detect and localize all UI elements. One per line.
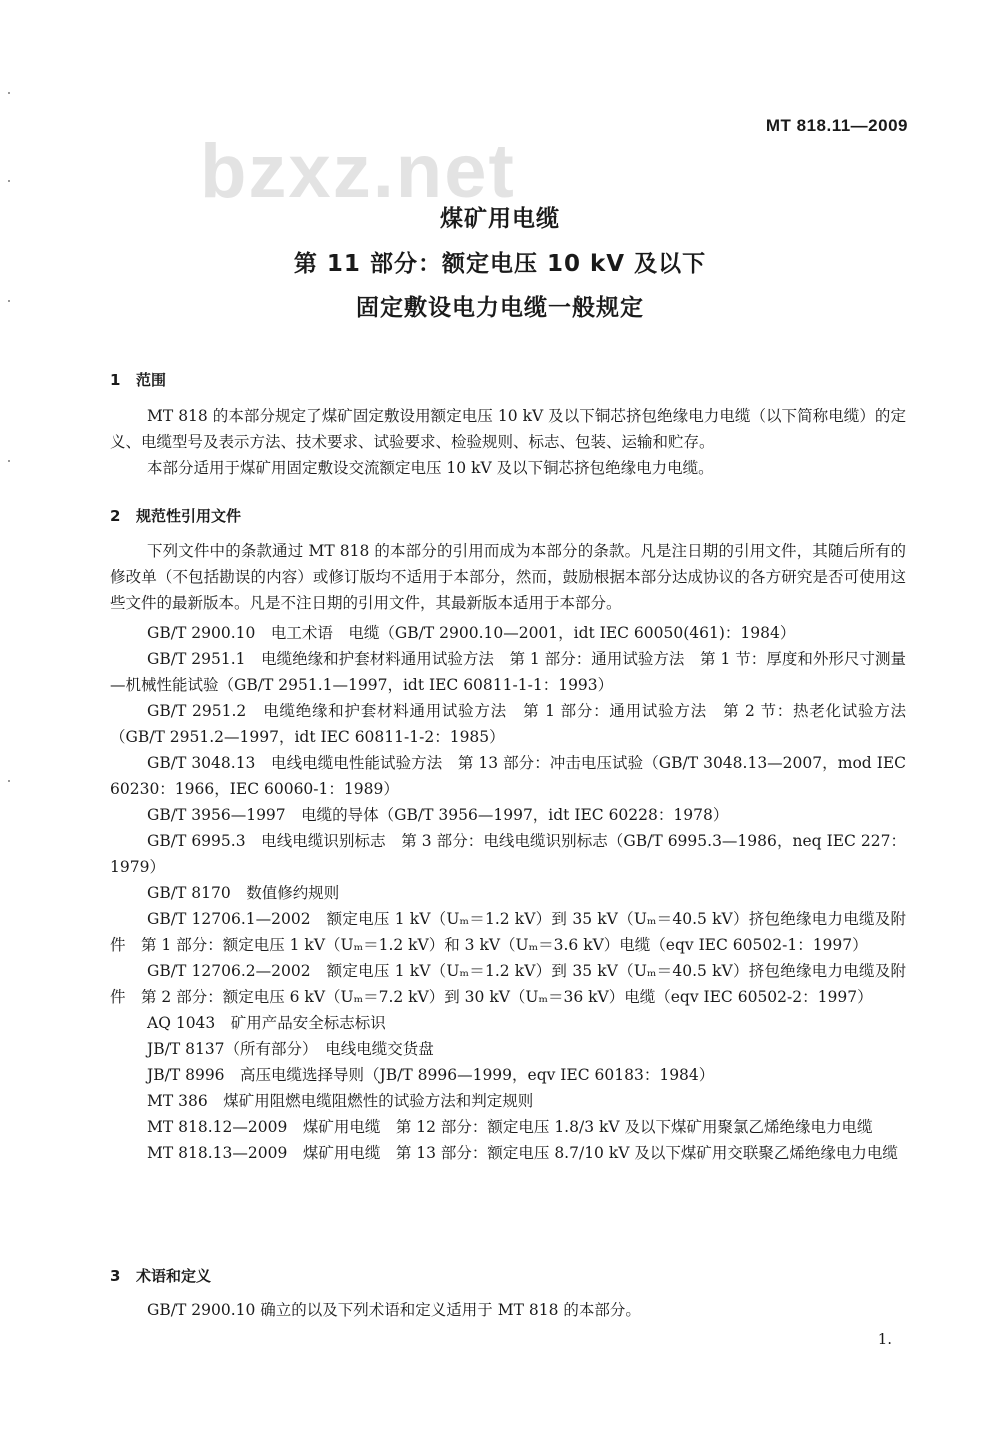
reference-item: GB/T 3048.13 电线电缆电性能试验方法 第 13 部分：冲击电压试验（GB/T 3048.13—2007，mod IEC 60230：1966，IEC 60060-1：1989） (110, 754, 906, 798)
paragraph: 下列文件中的条款通过 MT 818 的本部分的引用而成为本部分的条款。凡是注日期的引用文件，其随后所有的修改单（不包括勘误的内容）或修订版均不适用于本部分，然而，鼓励根据本部分达成协议的各方研究是否可使用这些文件的最新版本。凡是不注日期的引用文件，其最新版本适用于本部分。 (110, 542, 906, 612)
reference-item: MT 818.12—2009 煤矿用电缆 第 12 部分：额定电压 1.8/3 kV 及以下煤矿用聚氯乙烯绝缘电力电缆 (147, 1118, 873, 1136)
standard-code: MT 818.11—2009 (765, 116, 908, 135)
section-2-heading (110, 505, 241, 526)
margin-mark (8, 180, 10, 182)
margin-mark (8, 460, 10, 462)
title-line-1: 煤矿用电缆 (440, 206, 560, 232)
section-number: 1 (110, 371, 121, 389)
section-2-intro (110, 538, 906, 616)
paragraph: GB/T 2900.10 确立的以及下列术语和定义适用于 MT 818 的本部分。 (147, 1301, 641, 1319)
margin-mark (8, 780, 10, 782)
section-number: 2 (110, 507, 121, 525)
reference-list (110, 620, 906, 1166)
margin-mark (8, 92, 10, 94)
section-number: 3 (110, 1267, 121, 1285)
reference-item: GB/T 12706.1—2002 额定电压 1 kV（Uₘ＝1.2 kV）到 35 kV（Uₘ＝40.5 kV）挤包绝缘电力电缆及附件 第 1 部分：额定电压 1 kV（Uₘ＝1.2 kV）和 3 kV（Uₘ＝3.6 kV）电缆（eqv IEC 60502-1：1997） (110, 910, 906, 954)
reference-item: JB/T 8996 高压电缆选择导则（JB/T 8996—1999，eqv IEC 60183：1984） (147, 1066, 715, 1084)
reference-item: MT 818.13—2009 煤矿用电缆 第 13 部分：额定电压 8.7/10 kV 及以下煤矿用交联聚乙烯绝缘电力电缆 (147, 1144, 898, 1162)
watermark: bzxz.net (200, 129, 516, 214)
reference-item: GB/T 12706.2—2002 额定电压 1 kV（Uₘ＝1.2 kV）到 35 kV（Uₘ＝40.5 kV）挤包绝缘电力电缆及附件 第 2 部分：额定电压 6 kV（Uₘ＝7.2 kV）到 30 kV（Uₘ＝36 kV）电缆（eqv IEC 60502-2：1997） (110, 962, 906, 1006)
section-1-heading (110, 369, 166, 390)
paragraph: 本部分适用于煤矿用固定敷设交流额定电压 10 kV 及以下铜芯挤包绝缘电力电缆。 (147, 459, 714, 477)
reference-item: GB/T 2900.10 电工术语 电缆（GB/T 2900.10—2001，idt IEC 60050(461)：1984） (147, 624, 796, 642)
reference-item: AQ 1043 矿用产品安全标志标识 (147, 1014, 386, 1032)
title-line-2: 第 11 部分：额定电压 10 kV 及以下 (293, 251, 707, 277)
section-3-body (110, 1297, 906, 1323)
reference-item: GB/T 2951.1 电缆绝缘和护套材料通用试验方法 第 1 部分：通用试验方法 第 1 节：厚度和外形尺寸测量—机械性能试验（GB/T 2951.1—1997，idt IEC 60811-1-1：1993） (110, 650, 906, 694)
reference-item: GB/T 8170 数值修约规则 (147, 884, 340, 902)
section-title: 规范性引用文件 (136, 507, 242, 525)
reference-item: JB/T 8137（所有部分） 电线电缆交货盘 (147, 1040, 434, 1058)
reference-item: GB/T 3956—1997 电缆的导体（GB/T 3956—1997，idt IEC 60228：1978） (147, 806, 729, 824)
reference-item: GB/T 2951.2 电缆绝缘和护套材料通用试验方法 第 1 部分：通用试验方法 第 2 节：热老化试验方法（GB/T 2951.2—1997，idt IEC 60811-1-2：1985） (110, 702, 906, 746)
page-number: 1. (877, 1330, 892, 1348)
section-3-heading (110, 1265, 211, 1286)
section-title: 范围 (136, 371, 167, 389)
reference-item: GB/T 6995.3 电线电缆识别标志 第 3 部分：电线电缆识别标志（GB/T 6995.3—1986，neq IEC 227：1979） (110, 832, 906, 876)
section-1-body (110, 403, 906, 481)
title-line-3: 固定敷设电力电缆一般规定 (356, 295, 644, 321)
section-title: 术语和定义 (136, 1267, 212, 1285)
reference-item: MT 386 煤矿用阻燃电缆阻燃性的试验方法和判定规则 (147, 1092, 534, 1110)
paragraph: MT 818 的本部分规定了煤矿固定敷设用额定电压 10 kV 及以下铜芯挤包绝缘电力电缆（以下简称电缆）的定义、电缆型号及表示方法、技术要求、试验要求、检验规则、标志、包装、运输和贮存。 (110, 407, 906, 451)
